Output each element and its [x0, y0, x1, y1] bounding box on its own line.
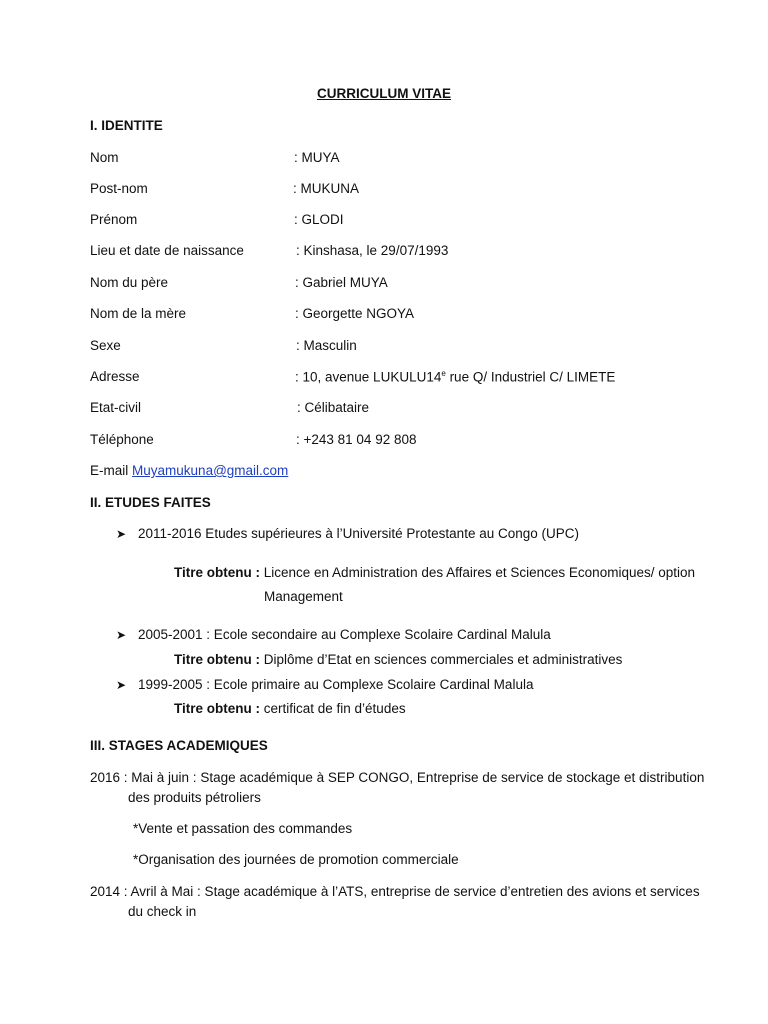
study-item-2-title — [174, 652, 622, 667]
stage-2-line2: du check in — [128, 904, 197, 919]
identity-label-mother: Nom de la mère — [90, 306, 187, 321]
identity-label-father: Nom du père — [90, 275, 169, 290]
stage-1-line1: 2016 : Mai à juin : Stage académique à SEP CONGO, Entreprise de service de stockage et distribution — [90, 770, 705, 785]
title-obtained-label: Titre obtenu : — [174, 701, 260, 716]
identity-value-postnom: : MUKUNA — [293, 181, 360, 196]
study-item-2-title-value: Diplôme d’Etat en sciences commerciales et administratives — [260, 652, 623, 667]
stage-1-task-2: *Organisation des journées de promotion commerciale — [133, 852, 459, 867]
identity-value-mother: : Georgette NGOYA — [295, 306, 415, 321]
identity-label-postnom: Post-nom — [90, 181, 148, 196]
stage-1-line2: des produits pétroliers — [128, 790, 261, 805]
identity-value-etatcivil: : Célibataire — [297, 400, 370, 415]
address-superscript: e — [441, 369, 446, 378]
identity-label-telephone: Téléphone — [90, 432, 154, 447]
identity-value-father: : Gabriel MUYA — [295, 275, 388, 290]
identity-value-telephone: : +243 81 04 92 808 — [296, 432, 417, 447]
study-item-3-title — [174, 701, 406, 716]
identity-value-sexe: : Masculin — [296, 338, 357, 353]
identity-label-sexe: Sexe — [90, 338, 121, 353]
study-item-3-title-value: certificat de fin d’études — [260, 701, 406, 716]
identity-label-etatcivil: Etat-civil — [90, 400, 142, 415]
identity-label-birth: Lieu et date de naissance — [90, 243, 244, 258]
document-title: CURRICULUM VITAE — [317, 86, 451, 101]
study-item-2 — [116, 627, 551, 642]
study-item-3-text: 1999-2005 : Ecole primaire au Complexe Scolaire Cardinal Malula — [138, 677, 534, 692]
identity-heading: I. IDENTITE — [90, 118, 163, 133]
identity-label-nom: Nom — [90, 150, 119, 165]
stage-1-task-1: *Vente et passation des commandes — [133, 821, 353, 836]
arrow-bullet-icon: ➤ — [116, 628, 127, 642]
study-item-1-title-value-line2: Management — [264, 589, 343, 604]
stages-heading: III. STAGES ACADEMIQUES — [90, 738, 268, 753]
identity-value-prenom: : GLODI — [294, 212, 344, 227]
stage-2-line1: 2014 : Avril à Mai : Stage académique à l’ATS, entreprise de service d’entretien des avions et services — [90, 884, 700, 899]
studies-heading: II. ETUDES FAITES — [90, 495, 211, 510]
arrow-bullet-icon: ➤ — [116, 527, 127, 541]
identity-value-adresse — [295, 369, 615, 385]
study-item-1-text: 2011-2016 Etudes supérieures à l’Université Protestante au Congo (UPC) — [138, 526, 579, 541]
email-label: E-mail — [90, 463, 129, 478]
title-obtained-label: Titre obtenu : — [174, 652, 260, 667]
study-item-2-text: 2005-2001 : Ecole secondaire au Complexe Scolaire Cardinal Malula — [138, 627, 551, 642]
address-part-2: rue Q/ Industriel C/ LIMETE — [445, 369, 616, 385]
identity-email-row — [90, 463, 288, 478]
identity-value-nom: : MUYA — [294, 150, 340, 165]
identity-label-adresse: Adresse — [90, 369, 140, 384]
title-obtained-label: Titre obtenu : — [174, 565, 260, 580]
identity-value-birth: : Kinshasa, le 29/07/1993 — [296, 243, 449, 258]
study-item-1-title — [174, 565, 695, 580]
address-part-1: : 10, avenue LUKULU14 — [295, 369, 442, 385]
email-link[interactable]: Muyamukuna@gmail.com — [132, 463, 289, 478]
arrow-bullet-icon: ➤ — [116, 678, 127, 692]
identity-label-prenom: Prénom — [90, 212, 138, 227]
study-item-1 — [116, 526, 579, 541]
study-item-1-title-value: Licence en Administration des Affaires et Sciences Economiques/ option — [260, 565, 696, 580]
study-item-3 — [116, 677, 533, 692]
